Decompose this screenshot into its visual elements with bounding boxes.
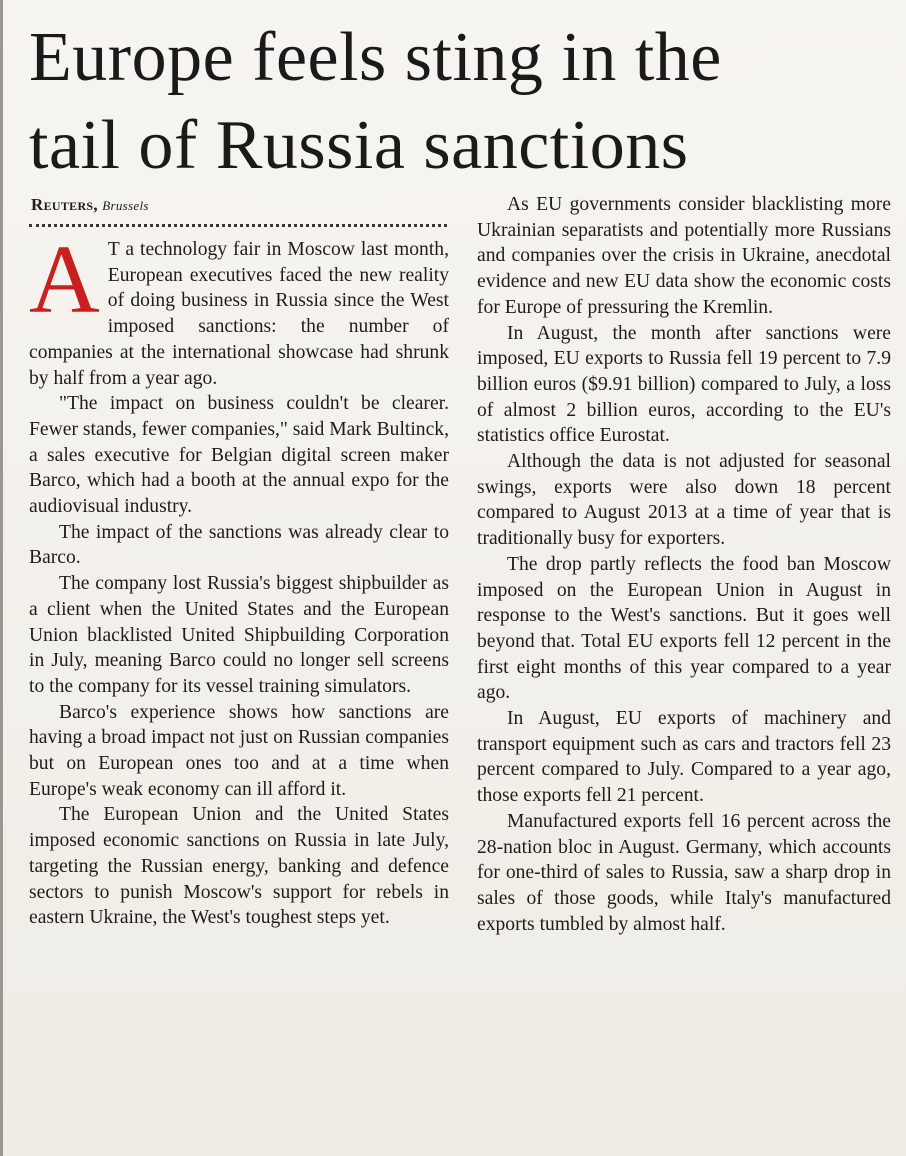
left-column <box>29 192 449 931</box>
drop-cap: A <box>29 226 100 334</box>
lead-paragraph <box>29 226 449 391</box>
body-paragraph: The European Union and the United States imposed economic sanctions on Russia in late July, targeting the Russian energy, banking and defence sectors to punish Moscow's support for rebels in eastern Ukraine, the West's toughest steps yet. <box>29 804 449 929</box>
body-paragraph: Manufactured exports fell 16 percent across the 28-nation bloc in August. Germany, which accounts for one-third of sales to Russia, saw a sharp drop in sales of those goods, while Italy's manufactured exports tumbled by almost half. <box>477 810 891 935</box>
lead-paragraph-text: T a technology fair in Moscow last month, European executives faced the new reality of doing business in Russia since the West imposed sanctions: the number of companies at the international showcase had shrunk by half from a year ago. <box>29 239 449 389</box>
byline <box>31 194 449 220</box>
body-paragraph: As EU governments consider blacklisting more Ukrainian separatists and potentially more Russians and companies over the crisis in Ukraine, anecdotal evidence and new EU data show the economic costs for Europe of pressuring the Kremlin. <box>477 194 891 318</box>
body-paragraph: The company lost Russia's biggest shipbuilder as a client when the United States and the European Union blacklisted United Shipbuilding Corporation in July, meaning Barco could no longer sell screens to the company for its vessel training simulators. <box>29 573 449 697</box>
body-paragraph: Barco's experience shows how sanctions are having a broad impact not just on Russian companies but on European ones too and at a time when Europe's weak economy can ill afford it. <box>29 701 449 800</box>
headline-line-1: Europe feels sting in the <box>29 19 722 96</box>
body-paragraph: In August, EU exports of machinery and transport equipment such as cars and tractors fell 23 percent compared to July. Compared to a year ago, those exports fell 21 percent. <box>477 708 891 807</box>
byline-agency: Reuters, <box>31 195 98 214</box>
headline-line-2: tail of Russia sanctions <box>29 107 689 184</box>
right-column <box>477 192 891 937</box>
headline <box>29 14 899 190</box>
body-paragraph: "The impact on business couldn't be clearer. Fewer stands, fewer companies," said Mark Bultinck, a sales executive for Belgian digital screen maker Barco, which had a booth at the annual expo for the audiovisual industry. <box>29 393 449 518</box>
byline-dateline: Brussels <box>102 198 149 213</box>
body-paragraph: Although the data is not adjusted for seasonal swings, exports were also down 18 percent compared to August 2013 at a time of year that is traditionally busy for exporters. <box>477 451 891 550</box>
body-paragraph: In August, the month after sanctions were imposed, EU exports to Russia fell 19 percent to 7.9 billion euros ($9.91 billion) compared to July, a loss of almost 2 billion euros, according to the EU's statistics office Eurostat. <box>477 322 891 447</box>
body-paragraph: The drop partly reflects the food ban Moscow imposed on the European Union in August in response to the West's sanctions. But it goes well beyond that. Total EU exports fell 12 percent in the first eight months of this year compared to a year ago. <box>477 553 891 704</box>
body-paragraph: The impact of the sanctions was already clear to Barco. <box>29 521 449 569</box>
